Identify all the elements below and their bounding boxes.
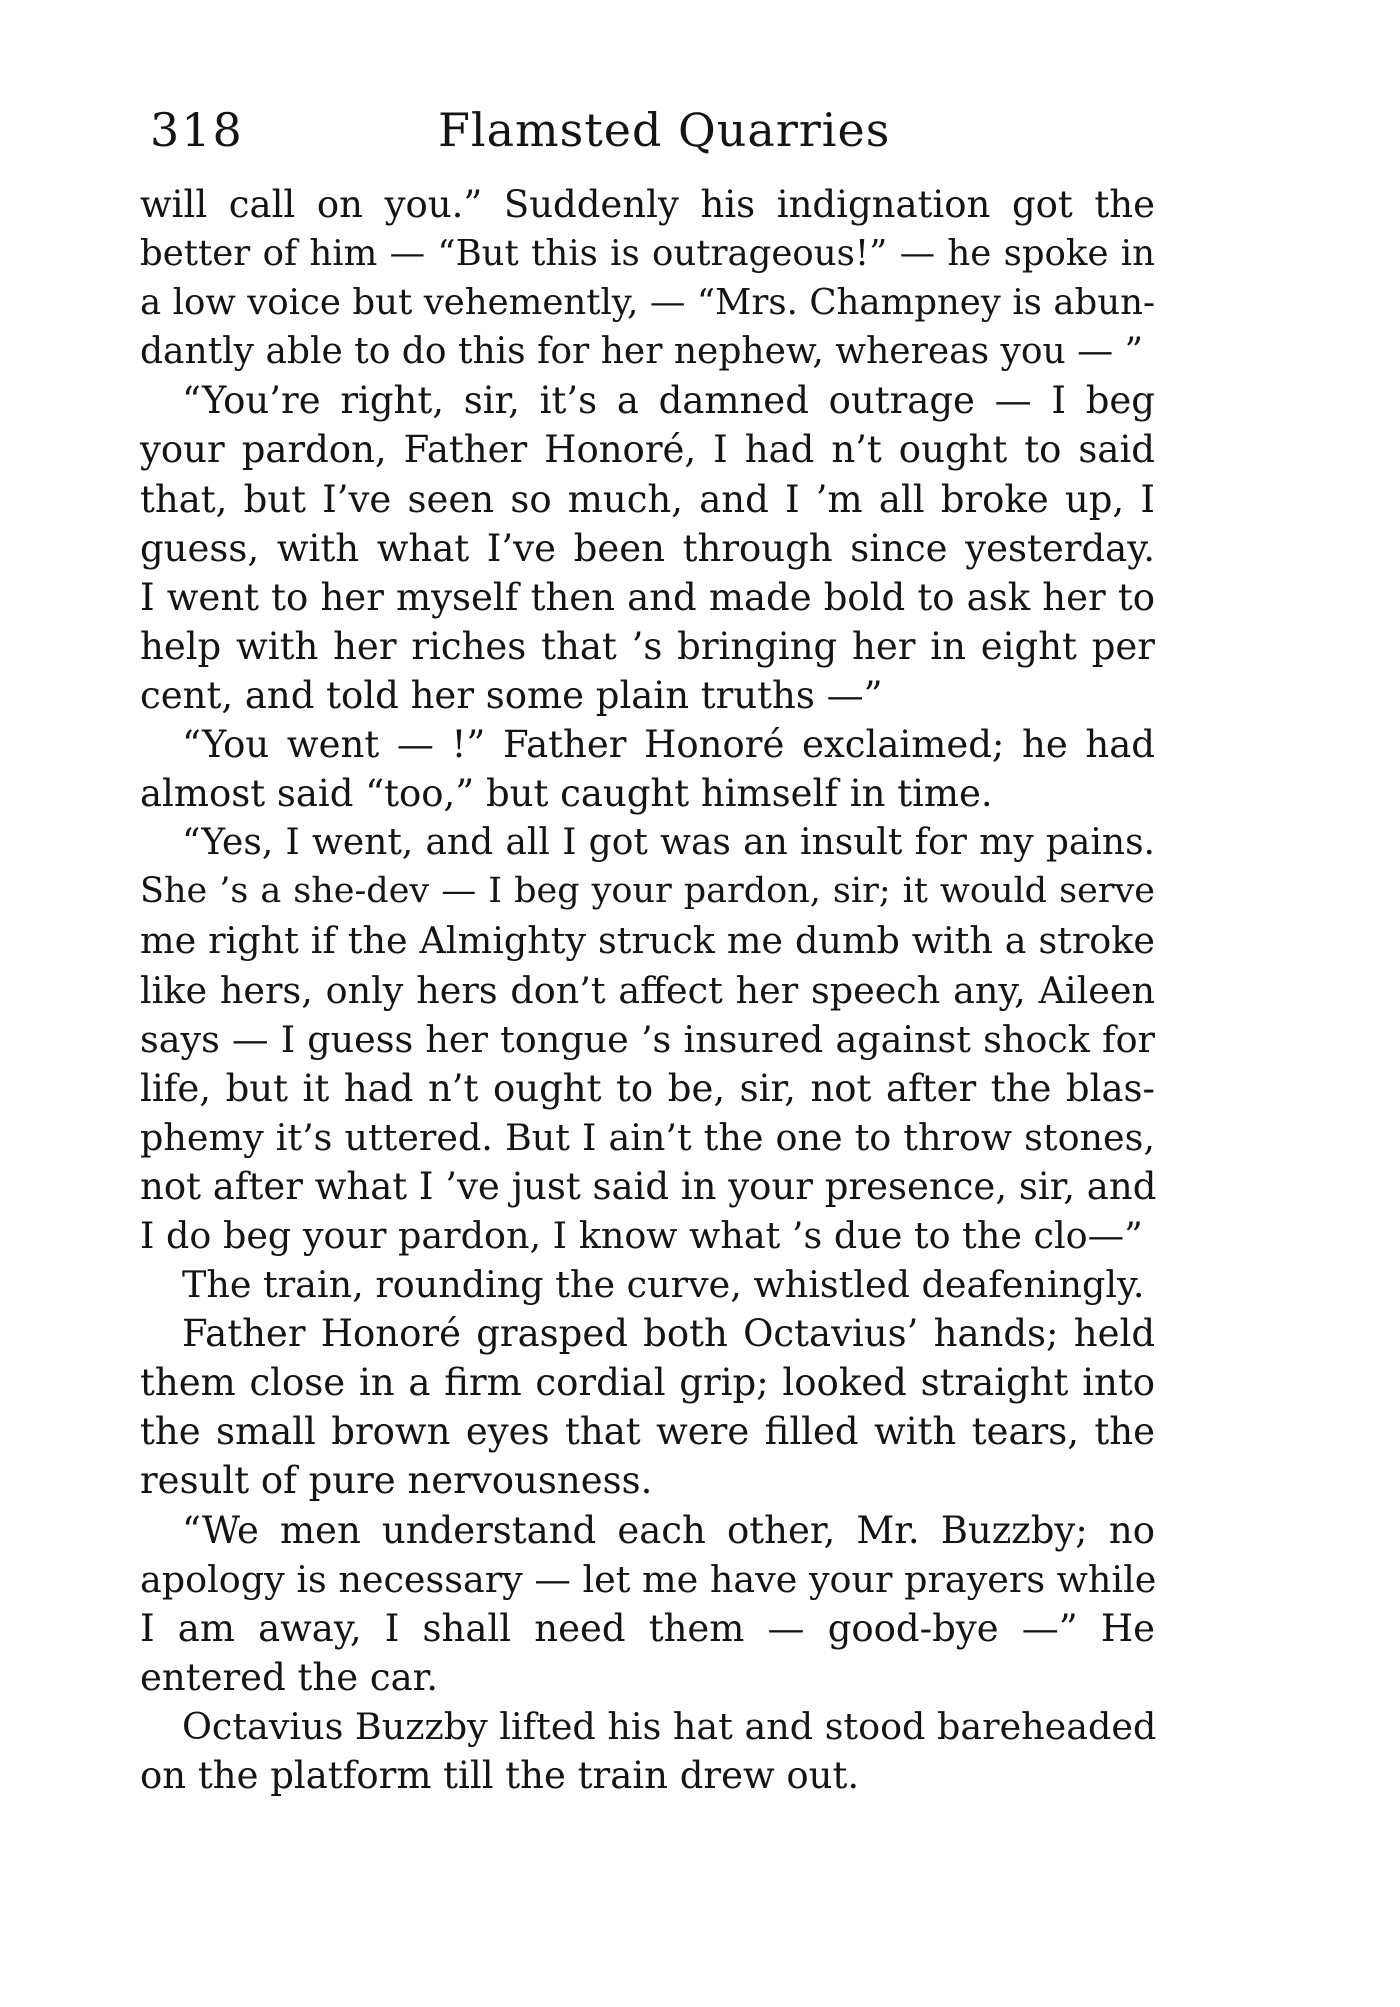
text-line: on the platform till the train drew out. (140, 1754, 860, 1797)
page-header (150, 98, 1150, 162)
text-line: like hers, only hers don’t affect her speech any, Aileen (140, 968, 1155, 1012)
running-title: Flamsted Quarries (438, 103, 891, 157)
text-line: cent, and told her some plain truths —” (140, 673, 883, 717)
text-line: them close in a firm cordial grip; looked straight into (140, 1361, 1155, 1405)
text-line: “Yes, I went, and all I got was an insult for my pains. (182, 822, 1155, 864)
text-line: that, but I’ve seen so much, and I ’m all broke up, I (140, 477, 1155, 521)
text-line: your pardon, Father Honoré, I had n’t ought to said (140, 428, 1155, 472)
text-line: She ’s a she-dev — I beg your pardon, sir; it would serve (140, 871, 1155, 912)
text-line: “You went — !” Father Honoré exclaimed; he had (182, 723, 1155, 767)
text-line: guess, with what I’ve been through since yesterday. (140, 526, 1155, 570)
text-line: entered the car. (140, 1655, 439, 1699)
text-line: “We men understand each other, Mr. Buzzby; no (182, 1508, 1155, 1552)
text-line: apology is necessary — let me have your prayers while (140, 1557, 1157, 1601)
text-line: life, but it had n’t ought to be, sir, not after the blas- (140, 1066, 1155, 1110)
text-line: a low voice but vehemently, — “Mrs. Champney is abun- (140, 282, 1155, 324)
text-line: not after what I ’ve just said in your presence, sir, and (140, 1164, 1157, 1208)
text-line: dantly able to do this for her nephew, whereas you — ” (140, 331, 1143, 373)
text-line: better of him — “But this is outrageous!” — he spoke in (140, 233, 1155, 275)
page-number: 318 (150, 103, 244, 157)
text-line: me right if the Almighty struck me dumb with a stroke (140, 919, 1155, 963)
text-line: I do beg your pardon, I know what ’s due to the clo—” (140, 1213, 1143, 1257)
text-line: help with her riches that ’s bringing her in eight per (140, 624, 1155, 668)
text-line: Father Honoré grasped both Octavius’ hands; held (182, 1312, 1155, 1356)
text-line: I went to her myself then and made bold to ask her to (140, 575, 1155, 619)
text-line: Octavius Buzzby lifted his hat and stood bareheaded (182, 1704, 1157, 1748)
text-line: the small brown eyes that were filled with tears, the (140, 1410, 1155, 1454)
text-line: phemy it’s uttered. But I ain’t the one to throw stones, (140, 1115, 1155, 1159)
text-line: result of pure nervousness. (140, 1459, 653, 1503)
text-line: I am away, I shall need them — good-bye —” He (140, 1606, 1155, 1650)
text-line: will call on you.” Suddenly his indignation got the (140, 183, 1155, 226)
text-line: says — I guess her tongue ’s insured against shock for (140, 1017, 1155, 1061)
text-line: “You’re right, sir, it’s a damned outrage — I beg (182, 379, 1155, 423)
body-text (140, 180, 1155, 1800)
text-line: The train, rounding the curve, whistled deafeningly. (182, 1263, 1145, 1307)
text-line: almost said “too,” but caught himself in time. (140, 772, 993, 816)
